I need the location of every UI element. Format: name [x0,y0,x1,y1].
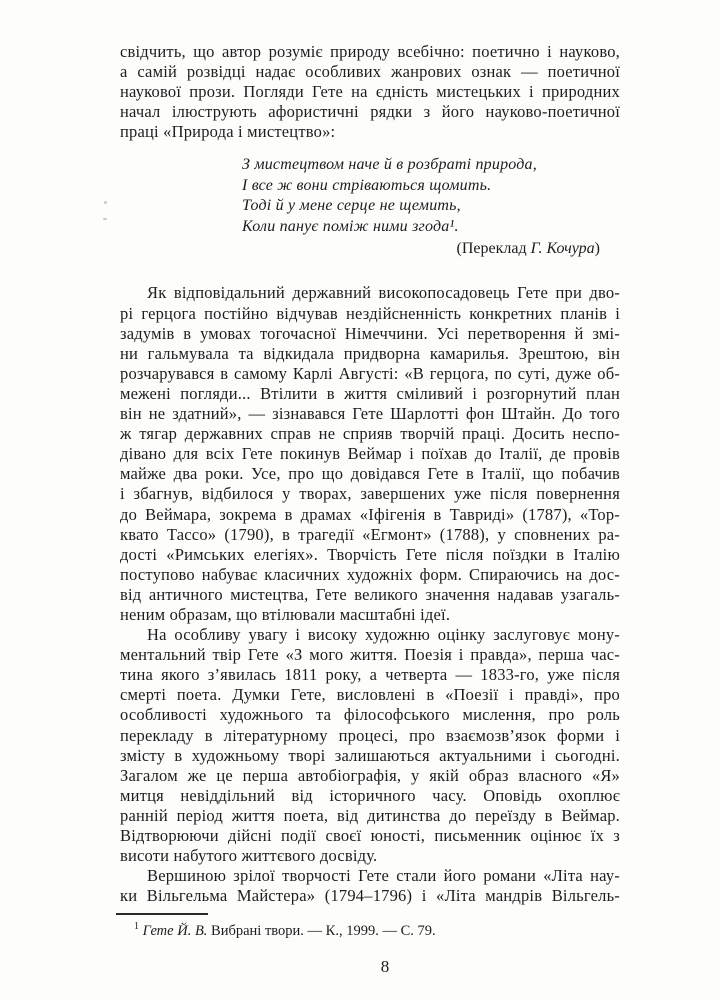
text-line: начал ілюструють афористичні рядки з його науково-поетичної [120,102,620,122]
text-line: рі герцога постійно відчував нездійсненність конкретних планів і [120,303,620,323]
poem-attribution [120,239,620,259]
text-line: дості «Римських елегіях». Творчість Гете після поїздки в Італію [120,544,620,564]
paragraph-continuation [120,42,620,142]
attribution-translator-name: Г. Кочура [530,240,595,258]
scan-artifact [103,218,107,220]
text-line: неним образам, що втілювали масштабні ідеї. [120,604,451,624]
text-line: а самій розвідці надає особливих жанрових ознак — поетичної [120,62,620,82]
poem-line: Коли панує поміж ними згода¹. [242,217,459,235]
text-line: і збагнув, відбилося у творах, завершених уже після повернення [120,484,620,504]
text-line: ки Вільгельма Майстера» (1794–1796) і «Літа мандрів Вільгель- [120,886,620,906]
text-line: особливості художнього та філософського мислення, про роль [120,705,620,725]
text-line: ж тягар державних справ не сприяв творчій праці. Досить неспо- [120,424,620,444]
text-line: від античного мистецтва, Гете великого значення надавав узагаль- [120,584,620,604]
paragraph-poetry-and-truth [120,625,620,866]
text-line: змісту в художньому творі залишаються актуальними і сьогодні. [120,745,620,765]
text-line: На особливу увагу і високу художню оцінку заслуговує мону- [147,625,620,645]
footnote [120,922,620,940]
footnote-marker: 1 [134,921,139,933]
text-line: поступово набуває класичних художніх форм. Спираючись на дос- [120,564,620,584]
scan-artifact [104,201,107,204]
text-line: до Веймара, зокрема в драмах «Іфігенія в Тавриді» (1787), «Тор- [120,504,620,524]
poem-line: І все ж вони стріваються щомить. [242,176,492,194]
text-line: межені погляди... Втілити в життя сміливий і розгорнутий план [120,383,620,403]
text-line: Відтворюючи дійсні події своєї юності, письменник оцінює їх з [120,826,620,845]
paragraph-goethe-court [120,283,620,625]
text-line: наукової прози. Погляди Гете на єдність мистецьких і природних [120,82,620,102]
footnote-author: Гете Й. В. [142,923,208,940]
footnote-citation: Вибрані твори. — К., 1999. — С. 79. [207,923,436,940]
text-line: Загалом же це перша автобіографія, у якій образ власного «Я» [120,765,620,785]
text-line: свідчить, що автор розуміє природу всебічно: поетично і науково, [120,42,620,61]
text-line: майже два роки. Усе, про що довідався Гете в Італії, що побачив [120,464,620,484]
text-line: задумів в умовах тогочасної Німеччини. Усі перетворення й змі- [120,323,620,343]
text-line: ментальний твір Гете «З мого життя. Поезія і правда», перша час- [120,645,620,665]
attribution-prefix: (Переклад [456,240,531,258]
poem-quote [242,155,620,237]
text-line: митця невіддільний від історичного часу. Оповідь охоплює [120,785,620,805]
text-line: Вершиною зрілої творчості Гете стали його романи «Літа нау- [147,866,620,886]
text-line: смерті поета. Думки Гете, висловлені в «Поезії і правді», про [120,685,620,705]
attribution-suffix: ) [594,240,600,258]
poem-line: Тоді й у мене серце не щемить, [242,197,461,215]
text-line: ни гальмувала та відкидала придворна камарилья. Зрештою, він [120,343,620,363]
text-line: праці «Природа і мистецтво»: [120,122,336,142]
text-line: тина якого з’явилась 1811 року, а четверта — 1833-го, уже після [120,665,620,685]
text-line: розчарувався в самому Карлі Августі: «В герцога, по суті, дуже об- [120,363,620,383]
text-line: висоти набутого життєвого досвіду. [120,846,378,866]
text-line: перекладу в літературному процесі, про взаємозв’язок форми і [120,725,620,745]
text-block [120,42,620,977]
text-line: квато Тассо» (1790), в трагедії «Егмонт» (1788), у сповнених ра- [120,524,620,544]
page-number: 8 [380,957,390,977]
text-line: ранній період життя поета, від дитинства до переїзду в Веймар. [120,805,620,825]
poem-line: З мистецтвом наче й в розбраті природа, [242,156,537,174]
footnote-separator-rule [116,913,208,915]
text-line: дівано для всіх Гете покинув Веймар і поїхав до Італії, де провів [120,444,620,464]
text-line: він не здатний», — зізнавався Гете Шарлотті фон Штайн. До того [120,404,620,424]
text-line: Як відповідальний державний високопосадовець Гете при дво- [147,283,620,303]
paragraph-wilhelm-meister [120,866,620,906]
